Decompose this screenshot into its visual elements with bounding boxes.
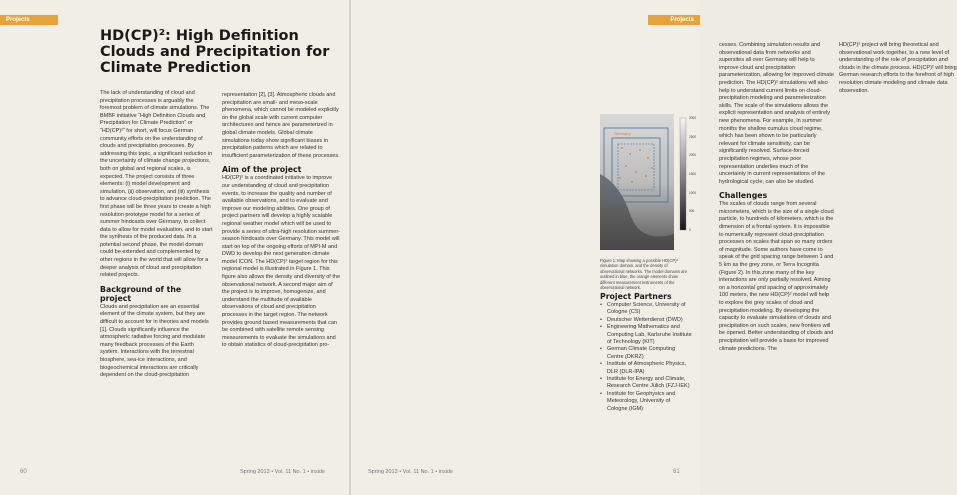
- scale-tick-label: 500: [689, 209, 695, 214]
- right-column-1: [719, 42, 835, 353]
- right-column-2: [839, 42, 957, 95]
- partner-item: • German Climate Computing Centre (DKRZ): [600, 346, 692, 361]
- section-heading: Background of the project: [100, 284, 182, 303]
- scale-tick-label: 3000: [689, 116, 697, 120]
- body-paragraph: HD(CP)² project will bring theoretical and observational work together, to a new level of understanding of the role of precipitation and clouds in the climate process. HD(CP)² will bring German research efforts to the forefront of high resolution climate modeling and climate data observation.: [839, 42, 957, 94]
- station-marker: [645, 175, 647, 177]
- body-paragraph: The scales of clouds range from several micrometers, which is the size of a single cloud particle, to hundreds of kilometers, which is the dimension of a frontal system. It is impossible to numerically represent cloud-precipitation processes on scales that span so many orders of magnitude. Some authors have come to speak of the grid spacing range between 1 and 5 km as the grey zone, or Terra Incognita (Figure 2). In this zone many of the key interactions are only partially resolved. Aiming on a horizontal grid spacing of approximately 100 meters, the new HD(CP)² model will help to explore the grey scales of cloud and precipitation modeling. By developing the capacity to evaluate simulations of clouds and precipitation on such scales, new frontiers will be opened. Better understanding of clouds and precipitation will provide a basis for improved climate predictions. The: [719, 201, 834, 352]
- page-number: 60: [20, 469, 27, 475]
- station-marker: [635, 171, 637, 173]
- section-heading: Challenges: [719, 191, 768, 201]
- figure-map: [600, 114, 697, 250]
- station-marker: [621, 147, 623, 149]
- issue-footer: Spring 2013 • Vol. 11 No. 1 • inside: [240, 469, 326, 475]
- body-paragraph: HD(CP)² is a coordinated initiative to improve our understanding of cloud and precipitation events, to increase the quality and number of available observations, and to evaluate and improve our modeling abilities. One group of project partners will develop a highly scalable regional weather model which will be used to provide a series of ultra-high resolution summer-season hindcasts over Germany. This model will start on top of the ongoing efforts of MPI-M and DWD to develop the next generation climate model ICON. The HD(CP)² target region for this regional model is illustrated in Figure 1. This figure also allows the density and diversity of the observational network. A second major aim of the project is to improve, homogenize, and understand the multitude of available observations of cloud and precipitation processes in the target region. The network provides ground based measurements that can be combined with satellite remote sensing measurements to evaluate the simulations and to obtain statistics of cloud-precipitation pro-: [222, 175, 341, 349]
- project-partners: [600, 292, 692, 413]
- section-tag: Projects: [0, 15, 58, 25]
- partner-item: • Deutscher Wetterdienst (DWD): [600, 317, 692, 324]
- issue-footer: Spring 2013 • Vol. 11 No. 1 • inside: [368, 469, 454, 475]
- section-tag: Projects: [648, 15, 700, 25]
- station-marker: [639, 149, 641, 151]
- domain-label: Germany: [614, 131, 631, 136]
- partners-list: [600, 302, 692, 413]
- section-heading: Aim of the project: [222, 165, 302, 175]
- left-column-2: [222, 92, 340, 350]
- station-marker: [647, 157, 649, 159]
- body-paragraph: cesses. Combining simulation results and observational data from networks and supersites all over Germany will help to improve cloud and precipitation parameterization, allowing for improved climate prediction. The HD(CP)² simulations will also help to understand current limits on cloud-precipitation modeling and parameterization skills. The scale of the simulations allows the explicit representation and analysis of entirely new phenomena. For example, in summer months the shallow cumulus cloud regime, which has been shown to be particularly relevant for climate sensitivity, can be significantly resolved. Surface-forced precipitation regimes, whose poor representation underlies much of the uncertainty in current representations of the hydrological cycle, can also be studied.: [719, 42, 834, 185]
- partner-item: • Engineering Mathematics and Computing Lab, Karlsruhe Institute of Technology (KIT): [600, 324, 692, 346]
- page-number: 61: [673, 469, 680, 475]
- partner-item: • Institute for Energy and Climate, Research Centre Jülich (FZJ-IEK): [600, 376, 692, 391]
- scale-tick-label: 1500: [689, 172, 697, 176]
- station-marker: [651, 167, 653, 169]
- article-title: HD(CP)²: High Definition Clouds and Precipitation for Climate Prediction: [100, 28, 330, 76]
- partners-heading: Project Partners: [600, 292, 672, 301]
- scale-tick-label: 2000: [689, 153, 697, 158]
- left-column-1: [100, 90, 214, 380]
- scale-tick-label: 2500: [689, 134, 697, 139]
- body-paragraph: representation [2], [3]. Atmospheric clouds and precipitation are small- and meso-scale phenomena, which cannot be modeled explicitly on the global scale with current computer architectures and hence are parameterized in global climate models. Global climate simulations today show significant biases in precipitation patterns which are related to insufficient parameterization of these processes.: [222, 92, 340, 159]
- left-page: [0, 0, 349, 495]
- station-marker: [625, 165, 627, 167]
- station-marker: [629, 153, 631, 155]
- partner-item: • Computer Science, University of Cologne (CS): [600, 302, 692, 317]
- body-paragraph: Clouds and precipitation are an essential element of the climate system, but they are difficult to account for in theories and models [1]. Clouds significantly influence the atmospheric radiative forcing and modulate many feedback processes of the Earth system. Interactions with the terrestrial biosphere, sea-ice interactions, and biogeochemical interactions are critically dependent on the cloud-precipitation: [100, 303, 209, 379]
- partner-item: • Institute of Atmospheric Physics, DLR (DLR-IPA): [600, 361, 692, 376]
- scale-tick-label: 0: [689, 228, 691, 232]
- scale-tick-label: 1000: [689, 190, 697, 195]
- station-marker: [631, 181, 633, 183]
- elevation-scale: [680, 118, 686, 230]
- partner-item: • Institute for Geophysics and Meteorology, University of Cologne (IGM): [600, 391, 692, 413]
- domain-map: [600, 114, 674, 250]
- figure-caption: Figure 1: Map showing a possible HD(CP)² simulation domain, and the density of observational networks. The model domains are outlined in blue, the orange elements show different measurement instruments of the observational network.: [600, 258, 688, 291]
- body-paragraph: The lack of understanding of cloud and precipitation processes is arguably the foremost problem of climate simulations. The BMBF initiative “High Definition Clouds and Precipitation for Climate Prediction” or “HD(CP)²” for short, will focus German community efforts on the understanding of clouds and precipitation processes. By addressing this topic, a significant reduction in the uncertainty of climate change projections, both on global and regional scales, is expected. The project consists of three elements: (i) model development and simulation, (ii) observation, and (iii) synthesis to advance cloud-precipitation prediction. The first phase will be three years to create a high resolution prototype model for a series of summer hindcasts over Germany, to collect data to allow for model evaluation, and to start the synthesis of the produced data. In a potential second phase, the model domain could be extended and complemented by other regions in the world that will allow for a deeper analysis of cloud and precipitation related projects.: [100, 90, 213, 279]
- station-marker: [619, 177, 621, 179]
